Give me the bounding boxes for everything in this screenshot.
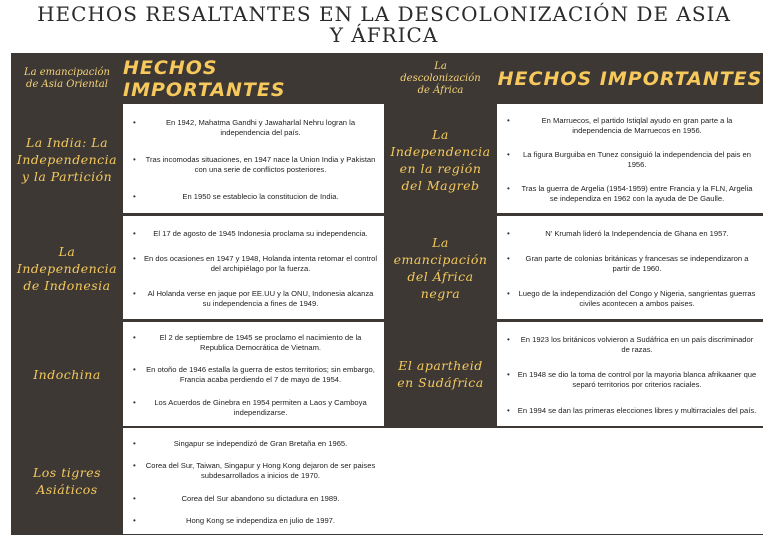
- fact-item: • Gran parte de colonias británicas y francesas se independizaron a partir de 1960.: [511, 254, 757, 274]
- page-title: [0, 4, 768, 46]
- fact-item: • En 1994 se dan las primeras elecciones libres y multirraciales del país.: [511, 406, 757, 416]
- topic-africa-negra: La emancipación del África negra: [393, 235, 488, 301]
- header-africa: La descolonización de África: [400, 60, 481, 96]
- facts-magreb: [497, 104, 763, 213]
- title-line-2: Y ÁFRICA: [329, 23, 439, 47]
- fact-item: • En 1942, Mahatma Gandhi y Jawaharlal Nehru logran la independencia del país.: [137, 118, 378, 138]
- fact-item: • Corea del Sur, Taiwan, Singapur y Hong Kong dejaron de ser paises subdesarrollados a inicios de 1970.: [137, 461, 378, 481]
- fact-item: • La figura Burguiba en Tunez consiguió la independencia del pais en 1956.: [511, 150, 757, 170]
- fact-item: • Hong Kong se independiza en julio de 1997.: [137, 516, 378, 526]
- facts-tigres-asiaticos: [123, 428, 384, 534]
- facts-apartheid: [497, 322, 763, 426]
- header-africa-facts: HECHOS IMPORTANTES: [497, 67, 763, 90]
- fact-item: • Tras incomodas situaciones, en 1947 nace la Union India y Pakistan con una serie de conflictos posteriores.: [137, 155, 378, 175]
- fact-item: • Singapur se independizó de Gran Bretaña en 1965.: [137, 439, 378, 449]
- topic-india: La India: La Independencia y la Partición: [16, 135, 118, 184]
- fact-item: • En otoño de 1946 estalla la guerra de estos territorios; sin embargo, Francia acaba perdiendo el 7 de mayo de 1954.: [137, 365, 378, 385]
- fact-item: • Corea del Sur abandono su dictadura en 1989.: [137, 494, 378, 504]
- title-line-1: HECHOS RESALTANTES EN LA DESCOLONIZACIÓN DE ASIA: [37, 2, 731, 26]
- descolonization-table: [11, 53, 763, 535]
- topic-indonesia: La Independencia de Indonesia: [16, 243, 118, 293]
- facts-india: [123, 104, 384, 213]
- empty-area: [384, 428, 763, 534]
- topic-indochina: Indochina: [33, 366, 101, 382]
- facts-africa-negra: [497, 216, 763, 319]
- fact-item: • El 17 de agosto de 1945 Indonesia proclama su independencia.: [137, 229, 378, 239]
- fact-item: • En 1948 se dio la toma de control por la mayoria blanca afrikaaner que separó territorios por criterios raciales.: [511, 370, 757, 390]
- fact-item: • Al Holanda verse en jaque por EE.UU y la ONU, Indonesia alcanza su independencia a fines de 1949.: [137, 289, 378, 309]
- fact-item: • En Marruecos, el partido Istiqlal ayudo en gran parte a la independencia de Marruecos en 1956.: [511, 116, 757, 136]
- topic-tigres-asiaticos: Los tigres Asiáticos: [32, 465, 102, 497]
- fact-item: • Los Acuerdos de Ginebra en 1954 permiten a Laos y Camboya independizarse.: [137, 398, 378, 418]
- fact-item: • Luego de la independización del Congo y Nigeria, sangrientas guerras civiles acontecen a ambos paises.: [511, 289, 757, 309]
- header-asia-facts: HECHOS IMPORTANTES: [123, 56, 286, 101]
- facts-indonesia: [123, 216, 384, 319]
- fact-item: • Tras la guerra de Argelia (1954-1959) entre Francia y la FLN, Argelia se independiza en 1962 con la ayuda de De Gaulle.: [511, 184, 757, 204]
- fact-item: • En 1950 se establecio la constitucion de India.: [137, 192, 378, 202]
- fact-item: • El 2 de septiembre de 1945 se proclamo el nacimiento de la Republica Democrática de Vietnam.: [137, 333, 378, 353]
- topic-magreb: La Independencia en la región del Magreb: [390, 126, 491, 193]
- facts-indochina: [123, 322, 384, 426]
- fact-item: • En 1923 los británicos volvieron a Sudáfrica en un país discriminador de razas.: [511, 335, 757, 355]
- fact-item: • N' Krumah lideró la Independencia de Ghana en 1957.: [511, 229, 757, 239]
- fact-item: • En dos ocasiones en 1947 y 1948, Holanda intenta retomar el control del archipiélago por la fuerza.: [137, 254, 378, 274]
- header-asia: La emancipación de Asia Oriental: [23, 66, 110, 90]
- topic-apartheid: El apartheid en Sudáfrica: [397, 358, 484, 390]
